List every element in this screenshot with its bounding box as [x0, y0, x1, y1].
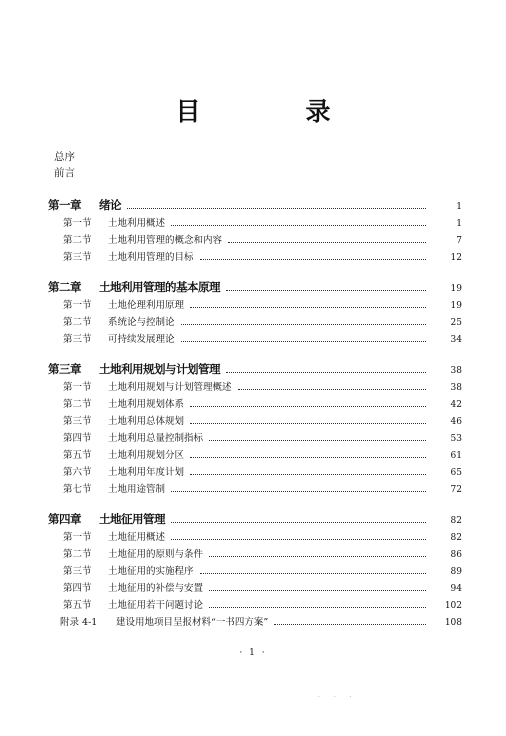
page-number: 86	[450, 550, 462, 560]
dot-leader	[190, 306, 426, 308]
section-entry	[0, 396, 506, 413]
section-entry	[0, 249, 506, 266]
section-label: 第五节	[63, 450, 92, 461]
dot-leader	[171, 224, 426, 226]
section-entry	[0, 215, 506, 232]
chapter-3	[0, 360, 506, 498]
chapter-2	[0, 278, 506, 348]
chapter-label: 第二章	[48, 280, 81, 294]
section-label: 第四节	[63, 433, 92, 444]
section-entry	[0, 580, 506, 597]
dot-leader	[209, 589, 426, 591]
section-label: 第一节	[63, 382, 92, 393]
chapter-heading	[0, 196, 506, 215]
page-number: 38	[450, 366, 462, 376]
dot-leader	[171, 538, 426, 540]
section-label: 第三节	[63, 334, 92, 345]
section-title: 土地征用的原则与条件	[108, 549, 204, 560]
page-number: 12	[450, 253, 462, 263]
section-label: 第四节	[63, 583, 92, 594]
page-number: 65	[450, 468, 462, 478]
page-number: 42	[450, 400, 462, 410]
dot-leader	[200, 258, 426, 260]
page-number: 53	[450, 434, 462, 444]
scan-specks: · · ·	[318, 694, 358, 701]
section-label: 第二节	[63, 549, 92, 560]
chapter-1	[0, 196, 506, 266]
dot-leader	[228, 241, 426, 243]
chapter-4	[0, 510, 506, 631]
section-title: 土地利用规划体系	[108, 399, 185, 410]
page-number: 46	[450, 417, 462, 427]
chapter-heading	[0, 360, 506, 379]
dot-leader	[190, 473, 426, 475]
section-entry	[0, 529, 506, 546]
section-label: 第一节	[63, 300, 92, 311]
section-entry	[0, 481, 506, 498]
table-of-contents	[0, 196, 506, 643]
section-entry	[0, 430, 506, 447]
chapter-heading	[0, 510, 506, 529]
chapter-label: 第三章	[48, 362, 81, 376]
section-entry	[0, 379, 506, 396]
dot-leader	[190, 422, 426, 424]
section-label: 第五节	[63, 600, 92, 611]
page-number: 89	[450, 567, 462, 577]
section-title: 土地征用的实施程序	[108, 566, 194, 577]
section-title: 土地利用规划与计划管理概述	[108, 382, 232, 393]
dot-leader	[190, 405, 426, 407]
section-title: 土地利用总体规划	[108, 416, 185, 427]
chapter-title: 土地利用管理的基本原理	[99, 280, 220, 294]
section-entry	[0, 546, 506, 563]
page-number: 102	[444, 601, 462, 611]
dot-leader	[171, 521, 426, 523]
section-label: 第三节	[63, 252, 92, 263]
section-title: 土地利用管理的目标	[108, 252, 194, 263]
section-label: 第七节	[63, 484, 92, 495]
dot-leader	[238, 388, 426, 390]
section-entry	[0, 232, 506, 249]
page-number: 82	[450, 533, 462, 543]
section-title: 土地征用概述	[108, 532, 166, 543]
section-entry	[0, 314, 506, 331]
chapter-label: 第四章	[48, 512, 81, 526]
dot-leader	[181, 340, 426, 342]
section-label: 第二节	[63, 317, 92, 328]
section-label: 第三节	[63, 416, 92, 427]
dot-leader	[209, 439, 426, 441]
section-entry	[0, 464, 506, 481]
page-number: 72	[450, 485, 462, 495]
appendix-entry	[0, 614, 506, 631]
section-entry	[0, 297, 506, 314]
section-entry	[0, 413, 506, 430]
dot-leader	[209, 606, 426, 608]
page-number: 94	[450, 584, 462, 594]
section-entry	[0, 331, 506, 348]
section-label: 第一节	[63, 532, 92, 543]
dot-leader	[226, 289, 426, 291]
page-number: 1	[456, 219, 462, 229]
front-matter-foreword: 前言	[54, 167, 75, 179]
chapter-title: 土地利用规划与计划管理	[99, 362, 220, 376]
chapter-label: 第一章	[48, 198, 81, 212]
page-number: 38	[450, 383, 462, 393]
page-number: 61	[450, 451, 462, 461]
page-number: 19	[450, 301, 462, 311]
page-number: 108	[444, 618, 462, 628]
section-entry	[0, 597, 506, 614]
page-number: 19	[450, 284, 462, 294]
section-title: 土地利用年度计划	[108, 467, 185, 478]
section-label: 第二节	[63, 399, 92, 410]
section-title: 土地利用概述	[108, 218, 166, 229]
page-number: 25	[450, 318, 462, 328]
section-title: 土地征用若干问题讨论	[108, 600, 204, 611]
dot-leader	[190, 456, 426, 458]
section-label: 第二节	[63, 235, 92, 246]
section-entry	[0, 447, 506, 464]
section-title: 土地利用规划分区	[108, 450, 185, 461]
section-title: 土地征用的补偿与安置	[108, 583, 204, 594]
section-label: 第三节	[63, 566, 92, 577]
section-title: 土地利用总量控制指标	[108, 433, 204, 444]
chapter-title: 土地征用管理	[99, 512, 165, 526]
chapter-title: 绪论	[99, 198, 121, 212]
chapter-heading	[0, 278, 506, 297]
front-matter-preface-series: 总序	[54, 151, 75, 163]
section-label: 第一节	[63, 218, 92, 229]
dot-leader	[274, 623, 426, 625]
dot-leader	[200, 572, 426, 574]
page-number: 1	[456, 202, 462, 212]
folio-page-number: · 1 ·	[239, 648, 267, 658]
dot-leader	[226, 371, 426, 373]
page-number: 7	[456, 236, 462, 246]
dot-leader	[127, 207, 426, 209]
section-title: 系统论与控制论	[108, 317, 175, 328]
section-title: 土地用途管制	[108, 484, 166, 495]
page-number: 34	[450, 335, 462, 345]
dot-leader	[181, 323, 426, 325]
dot-leader	[209, 555, 426, 557]
section-title: 可持续发展理论	[108, 334, 175, 345]
appendix-label: 附录 4-1	[60, 617, 98, 628]
section-entry	[0, 563, 506, 580]
page-number: 82	[450, 516, 462, 526]
section-label: 第六节	[63, 467, 92, 478]
section-title: 土地利用管理的概念和内容	[108, 235, 223, 246]
appendix-title: 建设用地项目呈报材料“一书四方案”	[116, 617, 269, 628]
dot-leader	[171, 490, 426, 492]
page-title: 目 录	[175, 97, 371, 126]
section-title: 土地伦理利用原理	[108, 300, 185, 311]
